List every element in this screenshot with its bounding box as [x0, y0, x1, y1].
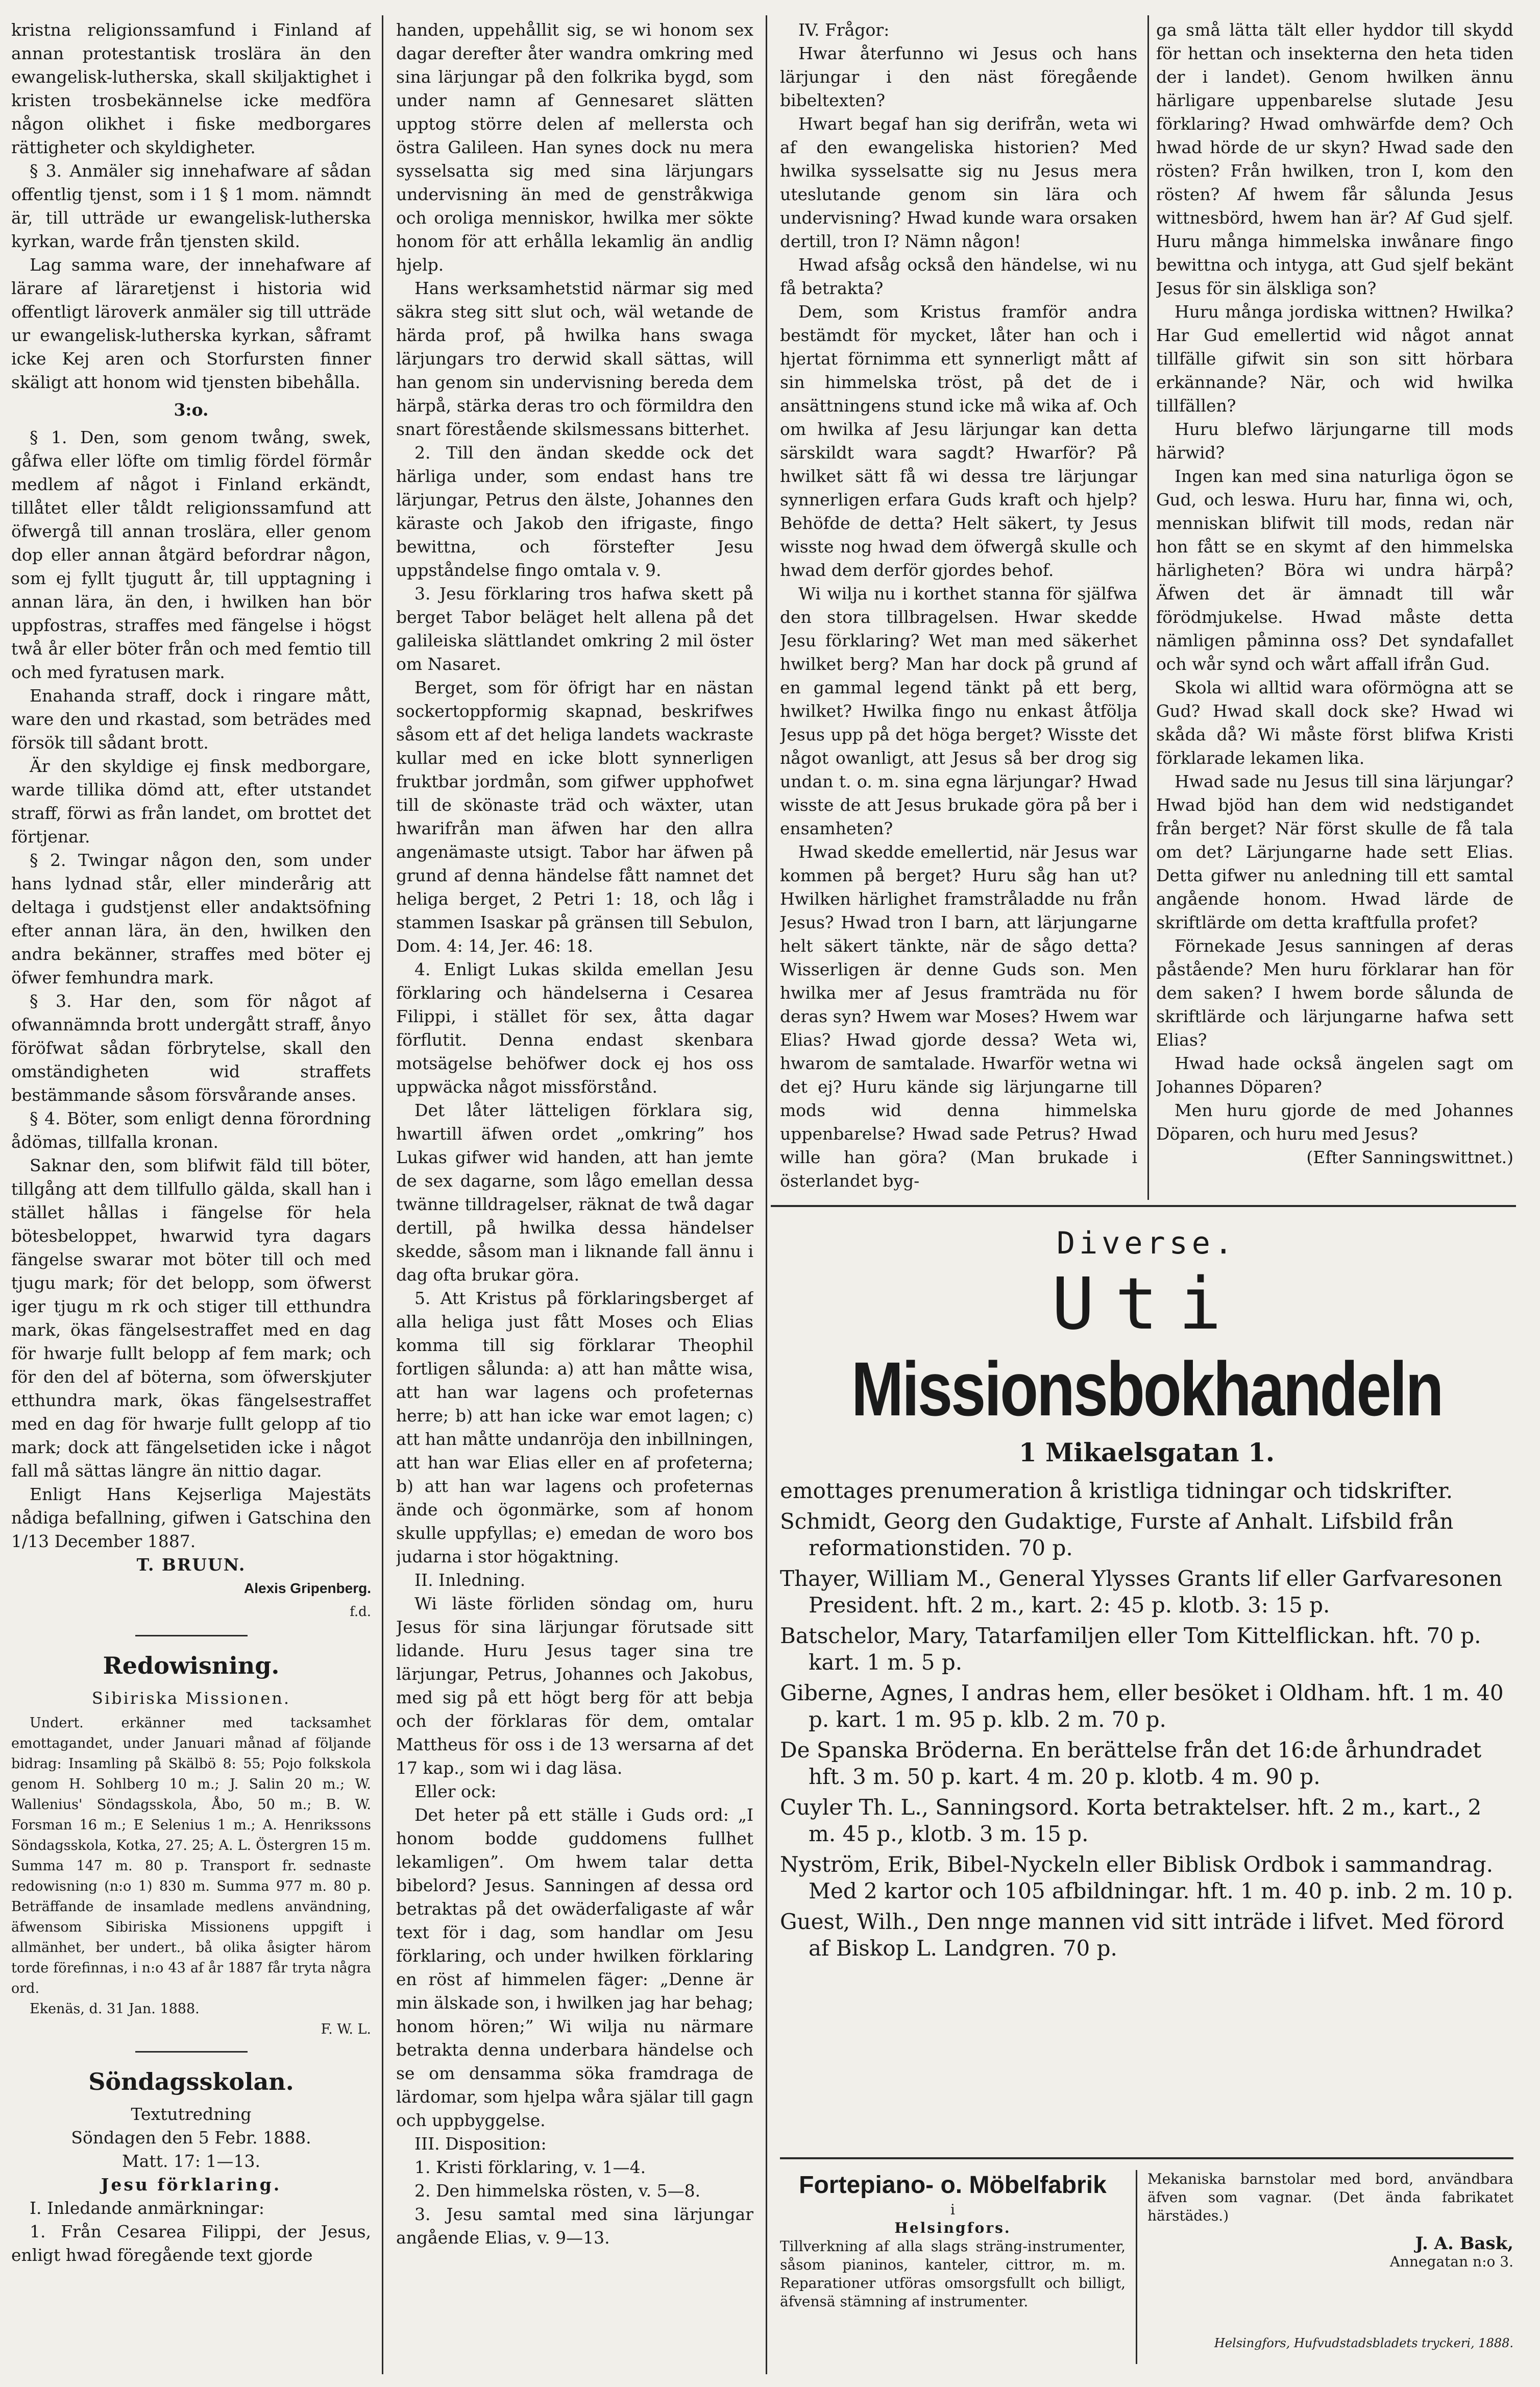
paragraph: Wi läste förliden söndag om, huru Jesus för sina lärjungar förutsade sitt lidande. Huru Jesus tager sina tre lärjungar, Petrus, Johannes och Jakobus, med sig på ett högt berg för att bebja och der förklaras för dem, omtalar Mattheus för oss i de 13 wersarna af det 17 kap., som wi i dag läsa. [396, 1594, 753, 1778]
column-rule [382, 15, 383, 2374]
column-2 [396, 18, 753, 2367]
paragraph: § 2. Twingar någon den, som under hans lydnad står, eller minderårig att deltaga i gudstjenst eller andaktsöfning efter annan lära, än den, hwilken den andra bekänner, straffes med böter ej öfwer femhundra mark. [11, 850, 371, 987]
paragraph: Dem, som Kristus framför andra bestämdt för mycket, låter han och i hjertat förnimma ett synnerligt mått af sin himmelska tröst, på det de i ansättningens stund icke må wika af. Och om hwilka af Jesu lärjungar kan detta särskildt wara sagdt? Hwarför? På hwilket sätt få wi dessa tre lärjungar synnerligen erfara Guds kraft och hjelp? Behöfde de detta? Helt säkert, ty Jesus wisste nog hwad dem öfwergå skulle och hwad dem derför gjordes behof. [780, 302, 1137, 580]
sondagsskolan-heading: Söndagsskolan. [88, 2068, 294, 2095]
paragraph: Hwad sade nu Jesus till sina lärjungar? Hwad bjöd han dem wid nedstigandet från berget? När först skulle de få tala om det? Lärjungarne hade sett Elias. Detta gifwer nu anledning till ett samtal angående honom. Hwad lärde de skriftlärde om detta kraftfulla profet? [1156, 771, 1513, 932]
sondagsskolan-subheading: Textutredning [131, 2104, 252, 2124]
piano-ad-text: Tillverkning af alla slags sträng-instrumenter, såsom pianinos, kanteler, cittror, m. m. Reparationer utföras omsorgsfullt och billigt, äfvensä stämning af instrumenter. [780, 2238, 1126, 2310]
book-listing: Thayer, William M., General Ylysses Grants lif eller Garfvaresonen President. hft. 2 m., kart. 2: 45 p. klotb. 3: 15 p. [780, 1566, 1503, 1618]
paragraph: Men huru gjorde de med Johannes Döparen, och huru med Jesus? [1156, 1100, 1513, 1144]
paragraph: handen, uppehållit sig, se wi honom sex dagar derefter åter wandra omkring med sina lärjungar på den folkrika bygd, som under namn af Gennesaret slätten upptog större delen af mellersta och östra Galileen. Han synes dock nu mera sysselsatta sig med sina lärjungars undervisning än med de genstråkwiga och oroliga menniskor, hwilka mer sökte honom för att erhålla lekamlig än andlig hjelp. [396, 20, 753, 275]
book-listing: Guest, Wilh., Den nnge mannen vid sitt inträde i lifvet. Med förord af Biskop L. Landgren. 70 p. [780, 1909, 1504, 1961]
paragraph: § 3. Anmäler sig innehafware af sådan offentlig tjenst, som i 1 § 1 mom. nämndt är, till utträde ur ewangelisk-lutherska kyrkan, warde från tjensten skild. [11, 161, 371, 251]
column-1 [11, 18, 371, 2367]
bask-ad [1147, 2170, 1513, 2271]
paragraph: 1. Från Cesarea Filippi, der Jesus, enligt hwad föregående text gjorde [11, 2222, 371, 2265]
paragraph: Hwad hade också ängelen sagt om Johannes Döparen? [1156, 1053, 1513, 1097]
section-title: Diverse. [1057, 1225, 1237, 1261]
piano-ad-city: Helsingfors. [894, 2220, 1011, 2236]
paragraph: Huru många jordiska wittnen? Hwilka? Har Gud emellertid wid något annat tillfälle gifwit sin son sitt hörbara erkännande? När, och wid hwilka tillfällen? [1156, 302, 1513, 416]
bask-ad-text: Mekaniska barnstolar med bord, användbara äfven som vagnar. (Det ända fabrikatet härstädes.) [1147, 2171, 1513, 2224]
column-rule [1147, 15, 1149, 1200]
paragraph: Det låter lätteligen förklara sig, hwartill äfwen ordet „omkring” hos Lukas gifwer wid handen, att han jemte de sex dagarne, som lågo emellan dessa twänne tilldragelser, räknat de twå dagar dertill, på hwilka dessa händelser skedde, såsom man i liknande fall ännu i dag ofta brukar göra. [396, 1100, 753, 1285]
piano-ad-i: i [950, 2201, 955, 2218]
advertisements [780, 1215, 1513, 2374]
section-label: II. Inledning. [414, 1570, 526, 1590]
paragraph: Hwad skedde emellertid, när Jesus war kommen på berget? Huru såg han ut? Hwilken härlighet framstråladde nu från Jesus? Hwad tron I barn, att lärjungarne helt säkert tänkte, när de sågo detta? Wisserligen är denne Guds son. Men hwilka mer af Jesus framträda nu för deras syn? Hwem war Moses? Hwem war Elias? Hwad gjorde dessa? Weta wi, hwarom de samtalade. Hwarför wetna wi det ej? Huru kände sig lärjungarne till mods wid denna himmelska uppenbarelse? Hwad sade Petrus? Hwad wille han göra? (Man brukade i österlandet byg- [780, 842, 1137, 1191]
sondagsskolan-date: Söndagen den 5 Febr. 1888. [71, 2128, 311, 2148]
list-item: 2. Den himmelska rösten, v. 5—8. [414, 2181, 701, 2201]
signature-note: f.d. [350, 1604, 371, 1620]
redovisning-subheading: Sibiriska Missionen. [91, 1689, 291, 1708]
paragraph: ga små lätta tält eller hyddor till skydd för hettan och insekterna den heta tiden der i landet). Genom hwilken ännu härligare uppenbarelse slutade Jesu förklaring? Hwad omhwärfde dem? Och hwad hörde de ur skyn? Hwad sade den rösten? Från hwilken, tron I, kom den rösten? Af hwem får sålunda Jesus wittnesbörd, hwem han är? Af Gud sjelf. Huru många himmelska inwånare fingo bewittna och intyga, att Gud sjelf bekänt Jesus för sin älskliga son? [1156, 20, 1513, 298]
paragraph: Det heter på ett ställe i Guds ord: „I honom bodde guddomens fullhet lekamligen”. Om hwem talar detta bibelord? Jesus. Sanningen af dessa ord betraktas på det owäderfaligaste af wår text för i dag, som handlar om Jesu förklaring, och under hwilken förklaring en röst af himmelen fäger: „Denne är min älskade son, i hwilken jag har behag; honom hören;” Wi wilja nu närmare betrakta denna underbara händelse och se om densamma söka framdraga de lärdomar, som hjelpa wåra själar till gagn och uppbyggelse. [396, 1805, 753, 2130]
sondagsskolan-title: Jesu förklaring. [101, 2175, 282, 2195]
paragraph: Wi wilja nu i korthet stanna för själfwa den stora tillbragelsen. Hwar skedde Jesu förklaring? Wet man med säkerhet hwilket berg? Man har dock på grund af en gammal legend tänkt på ett berg, hwilket? Hwilka fingo nu enkast åtfölja Jesus upp på det höga berget? Wisste det något owanligt, att Jesus så ber drog sig undan t. o. m. sina egna lärjungar? Hwad wisste de att Jesus brukade göra på ber i ensamheten? [780, 584, 1137, 838]
paragraph: Huru blefwo lärjungarne till mods härwid? [1156, 419, 1513, 463]
paragraph: 2. Till den ändan skedde ock det härliga under, som endast hans tre lärjungar, Petrus den älste, Johannes den käraste och Jakob den ifrigaste, fingo bewittna, och förstefter Jesu uppståndelse fingo omtala v. 9. [396, 443, 753, 580]
source-note: (Efter Sanningswittnet.) [1306, 1147, 1513, 1167]
ad-divider [780, 2157, 1513, 2159]
ad-uti: Uti [1052, 1263, 1242, 1346]
list-item: 1. Kristi förklaring, v. 1—4. [414, 2157, 646, 2177]
paragraph: Skola wi alltid wara oförmögna att se Gud? Hwad skall dock ske? Hwad wi skåda då? Wi måste först blifwa Kristi förklarade lekamen lika. [1156, 678, 1513, 768]
column-3 [780, 18, 1137, 1198]
divider [135, 1635, 248, 1636]
sondagsskolan-reference: Matt. 17: 1—13. [121, 2151, 261, 2171]
ad-address: 1 Mikaelsgatan 1. [1018, 1437, 1275, 1467]
redovisning-text: Undert. erkänner med tacksamhet emottagandet, under Januari månad af följande bidrag: Insamling på Skälbö 8: 55; Pojo folkskola genom H. Sohlberg 10 m.; J. Salin 20 m.; W. Wallenius' Söndagsskola, Åbo, 50 m.; B. W. Forsman 16 m.; E Selenius 1 m.; A. Henrikssons Söndagsskola, Kotka, 27. 25; A. L. Östergren 15 m. Summa 147 m. 80 p. Transport fr. sednaste redowisning (n:o 1) 830 m. Summa 977 m. 80 p. Beträffande de insamlade medlens användning, äfwensom Sibiriska Missionens uppgift i allmänhet, ber undert., bå olika åsigter härom torde förefinnas, i n:o 43 af år 1887 får tryta några ord. [11, 1715, 371, 1996]
list-item: 3. Jesu samtal med sina lärjungar angående Elias, v. 9—13. [396, 2204, 753, 2248]
paragraph: I. Inledande anmärkningar: [30, 2198, 265, 2218]
redovisning-date: Ekenäs, d. 31 Jan. 1888. [30, 2001, 200, 2017]
book-listing: Nyström, Erik, Bibel-Nyckeln eller Biblisk Ordbok i sammandrag. Med 2 kartor och 105 afbildningar. hft. 1 m. 40 p. inb. 2 m. 10 p. [780, 1852, 1513, 1903]
paragraph: Lag samma ware, der innehafware af lärare af läraretjenst i historia wid offentligt läroverk anmäler sig till utträde ur ewangelisk-lutherska kyrkan, såframt icke Kej aren och Storfursten finner skäligt att honom wid tjensten bibehålla. [11, 255, 371, 392]
section-label: III. Disposition: [414, 2134, 547, 2154]
bask-ad-address: Annegatan n:o 3. [1389, 2253, 1513, 2270]
paragraph: Saknar den, som blifwit fäld till böter, tillgång att dem tillfullo gälda, skall han i stället hållas i fängelse för hela bötesbeloppet, hwarwid tyra dagars fängelse swarar mot böter till och med tjugu mark; för det belopp, som öfwerst iger tjugu m rk och stiger till etthundra mark, ökas fängelsestraffet med en dag för hwarje fullt belopp af fem mark; och för den del af böterna, som öfwerskjuter etthundra mark, ökas fängelsestraffet med en dag för hwarje fullt gelopp af tio mark; dock att fängelsetiden icke i något fall må sättas längre än nittio dagar. [11, 1155, 371, 1481]
signature-secondary: Alexis Gripenberg. [244, 1580, 371, 1596]
piano-factory-ad [780, 2170, 1137, 2364]
book-listing: Giberne, Agnes, I andras hem, eller besöket i Oldham. hft. 1 m. 40 p. kart. 1 m. 95 p. klb. 2 m. 70 p. [780, 1680, 1504, 1732]
section-rule [771, 1205, 1516, 1207]
paragraph: Hwad afsåg också den händelse, wi nu få betrakta? [780, 255, 1137, 298]
paragraph: Är den skyldige ej finsk medborgare, warde tillika dömd att, efter utstandet straff, förwi as från landet, om brottet det förtjenar. [11, 756, 371, 847]
paragraph: Berget, som för öfrigt har en nästan sockertoppformig skapnad, beskrifwes såsom ett af det heliga landets wackraste kullar med en icke blott synnerligen fruktbar jordmån, som gifwer upphofwet till de skönaste träd och wäxter, utan hwarifrån man äfwen har den allra angenämaste utsigt. Tabor har äfwen på grund af denna händelse fått namnet det heliga berget, 2 Petri 1: 18, och låg i stammen Isaskar på gränsen till Sebulon, Dom. 4: 14, Jer. 46: 18. [396, 678, 753, 956]
bask-ad-name: J. A. Bask, [1415, 2233, 1513, 2254]
piano-ad-title: Fortepiano- o. Möbelfabrik [799, 2172, 1107, 2199]
book-listing: Cuyler Th. L., Sanningsord. Korta betraktelser. hft. 2 m., kart., 2 m. 45 p., klotb. 3 m. 15 p. [780, 1795, 1482, 1846]
book-listing: Schmidt, Georg den Gudaktige, Furste af Anhalt. Lifsbild från reformationstiden. 70 p. [780, 1509, 1454, 1560]
column-4 [1156, 18, 1513, 1198]
paragraph: Förnekade Jesus sanningen af deras påstående? Men huru förklarar han för dem saken? I hwem borde sålunda de skriftlärde och lärjungarne hafwa sett Elias? [1156, 936, 1513, 1050]
paragraph: kristna religionssamfund i Finland af annan protestantisk troslära än den ewangelisk-lutherska, skall skiljaktighet i kristen trosbekännelse icke medföra någon olikhet i fiske medborgares rättigheter och skyldigheter. [11, 20, 371, 157]
paragraph: Ingen kan med sina naturliga ögon se Gud, och leswa. Huru har, finna wi, och, menniskan blifwit till mods, redan när hon fått se en skymt af den himmelska härligheten? Böra wi undra härpå? Äfwen det är ämnadt till wår förödmjukelse. Hwad måste detta nämligen påminna oss? Det syndafallet och wår synd och wårt affall ifrån Gud. [1156, 466, 1513, 674]
paragraph: Enahanda straff, dock i ringare mått, ware den und rkastad, som beträdes med försök till sådant brott. [11, 686, 371, 753]
paragraph: Hwar återfunno wi Jesus och hans lärjungar i den näst föregående bibeltexten? [780, 43, 1137, 110]
paragraph: § 1. Den, som genom twång, swek, gåfwa eller löfte om timlig fördel förmår medlem af något i Finland erkändt, tillåtet eller tåldt religionssamfund att öfwergå till annan troslära, eller genom dop eller annan åtgärd befordrar någon, som ej fyllt tjugutt år, till upptagning i annan lära, än den, i hwilken han bör uppfostras, straffes med fängelse i högst twå år eller böter från och med femtio till och med fyratusen mark. [11, 427, 371, 682]
book-listing: Batschelor, Mary, Tatarfamiljen eller Tom Kittelflickan. hft. 70 p. kart. 1 m. 5 p. [780, 1623, 1481, 1675]
paragraph: 4. Enligt Lukas skilda emellan Jesu förklaring och händelserna i Cesarea Filippi, i stället för sex, åtta dagar förflutit. Denna endast skenbara motsägelse behöfwer dock ej hos oss uppwäcka något missförstånd. [396, 959, 753, 1097]
redovisning-signature: F. W. L. [321, 2021, 371, 2037]
section-heading: 3:o. [174, 400, 209, 420]
paragraph: § 4. Böter, som enligt denna förordning ådömas, tillfalla kronan. [11, 1108, 371, 1152]
section-label: IV. Frågor: [798, 20, 890, 40]
redovisning-heading: Redowisning. [103, 1652, 280, 1679]
paragraph: 3. Jesu förklaring tros hafwa skett på berget Tabor beläget helt allena på det galileiska slättlandet omkring 2 mil öster om Nasaret. [396, 584, 753, 674]
paragraph: 5. Att Kristus på förklaringsberget af alla heliga just fått Moses och Elias komma till sig förklarar Theophil fortligen sålunda: a) att han måtte wisa, att han war lagens och profeternas herre; b) att han icke war emot lagen; c) att han måtte undanröja den inbillningen, att han war Elias eller en af profeterna; b) att han war lagens och profeternas ände och ögonmärke, som af honom skulle uppfyllas; e) emedan de woro bos judarna i stor högaktning. [396, 1288, 753, 1566]
book-listing: De Spanska Bröderna. En berättelse från det 16:de århundradet hft. 3 m. 50 p. kart. 4 m. 20 p. klotb. 4 m. 90 p. [780, 1738, 1482, 1789]
ad-lead: emottages prenumeration å kristliga tidningar och tidskrifter. [780, 1478, 1453, 1503]
paragraph: Enligt Hans Kejserliga Majestäts nådiga befallning, gifwen i Gatschina den 1/13 December 1887. [11, 1484, 371, 1551]
paragraph: Hans werksamhetstid närmar sig med säkra steg sitt slut och, wäl wetande de härda prof, på hwilka hans swaga lärjungars tro derwid skall sättas, will han genom sin undervisning bereda dem härpå, stärka deras tro och förmildra den snart förestående skilsmessans bitterhet. [396, 278, 753, 439]
paragraph: § 3. Har den, som för något af ofwannämnda brott undergått straff, ånyo föröfwat sådan förbrytelse, skall den omständigheten wid straffets bestämmande såsom försvårande anses. [11, 991, 371, 1105]
divider [135, 2051, 248, 2053]
signature: T. BRUUN. [136, 1555, 246, 1575]
column-rule [766, 15, 767, 2374]
paragraph: Eller ock: [414, 1781, 497, 1801]
printer-imprint: Helsingfors, Hufvudstadsbladets tryckeri, 1888. [1214, 2336, 1513, 2350]
ad-store-name: Missionsbokhandeln [851, 1346, 1443, 1432]
paragraph: Hwart begaf han sig derifrån, weta wi af den ewangeliska historien? Med hwilka sysselsatte sig nu Jesus mera uteslutande genom sin lära och undervisning? Hwad kunde wara orsaken dertill, tron I? Nämn någon! [780, 114, 1137, 251]
